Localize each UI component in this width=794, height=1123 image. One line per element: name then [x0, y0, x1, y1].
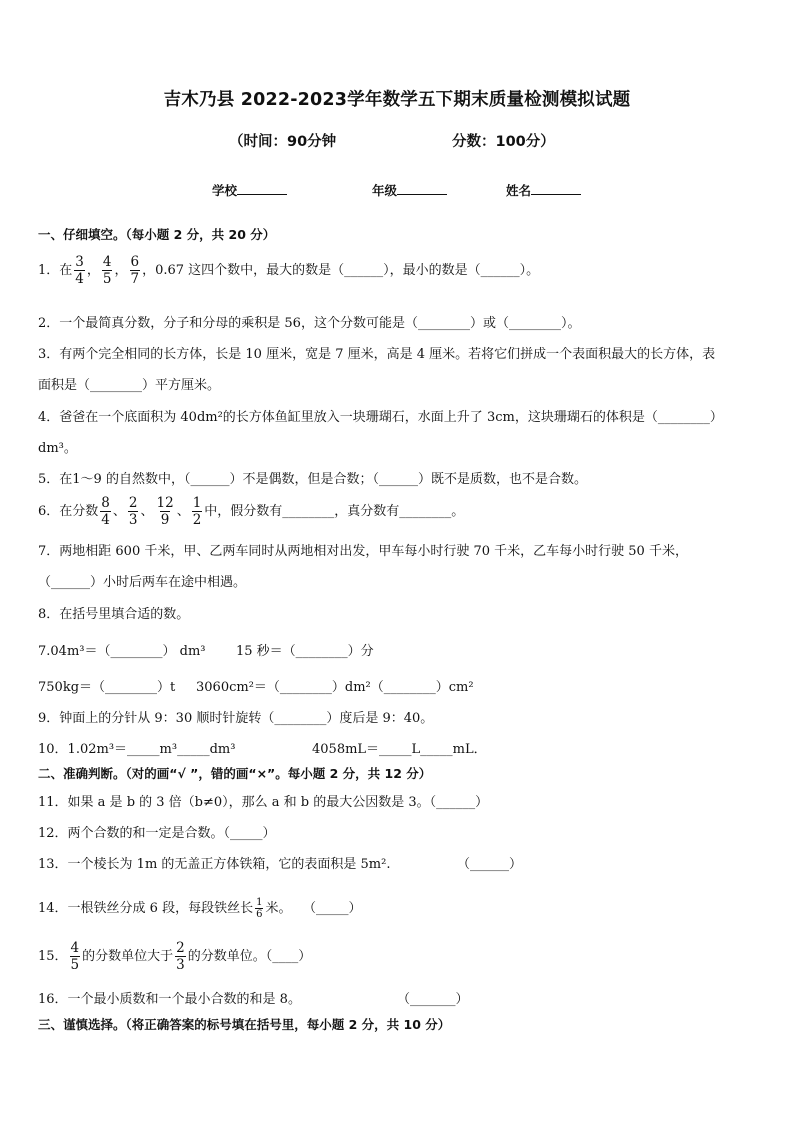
grade-label: 年级	[372, 183, 398, 198]
fraction-2-3-q15: $\frac{2}{3}$	[176, 940, 185, 973]
question-10-item-a: 10．1.02m³＝_____m³_____dm³	[38, 742, 236, 757]
school-blank	[237, 182, 287, 195]
question-1: 1．在 $\frac{3}{4}$ ， $\frac{4}{5}$ ， $\frac{6}{7}$ ，0.67 这四个数中，最大的数是（______），最小的数是（______）。	[38, 254, 540, 287]
question-6: 6．在分数 $\frac{8}{4}$ 、 $\frac{2}{3}$ 、 $\frac{12}{9}$ 、 $\frac{1}{2}$ 中，假分数有________，真分数有________。	[38, 495, 465, 528]
question-16: 16．一个最小质数和一个最小合数的和是 8。	[38, 992, 301, 1007]
question-3-line-2: 面积是（________）平方厘米。	[38, 378, 221, 393]
school-field	[212, 181, 287, 199]
question-5: 5．在1～9 的自然数中，（______）不是偶数，但是合数；（______）既不是质数，也不是合数。	[38, 472, 587, 487]
q1-suffix: ，0.67 这四个数中，最大的数是（______），最小的数是（______）。	[142, 263, 540, 278]
name-field	[506, 181, 581, 199]
question-8-item-d: 3060cm²＝（________）dm²（________）cm²	[196, 680, 474, 695]
name-blank	[531, 182, 581, 195]
question-8-item-a: 7.04m³＝（________） dm³	[38, 644, 206, 659]
fraction-6-7: $\frac{6}{7}$	[130, 254, 140, 287]
question-8-item-b: 15 秒＝（________）分	[236, 644, 374, 659]
section-2-heading: 二、准确判断。（对的画“√ ”，错的画“×”。每小题 2 分，共 12 分）	[38, 766, 432, 781]
grade-blank	[397, 182, 447, 195]
fraction-1-6: $\frac{1}{6}$	[256, 897, 263, 920]
question-14-blank: （_____）	[309, 901, 362, 916]
q1-prefix: 1．在	[38, 263, 73, 278]
question-13: 13．一个棱长为 1m 的无盖正方体铁箱，它的表面积是 5m².	[38, 857, 391, 872]
question-11: 11．如果 a 是 b 的 3 倍（b≠0），那么 a 和 b 的最大公因数是 3。（______）	[38, 795, 489, 810]
name-label: 姓名	[506, 183, 532, 198]
question-13-blank: （______）	[457, 857, 523, 872]
score-label: 分数：100分）	[452, 134, 555, 150]
question-9: 9．钟面上的分针从 9：30 顺时针旋转（________）度后是 9：40。	[38, 711, 434, 726]
question-16-blank: （_______）	[397, 992, 469, 1007]
section-3-heading: 三、谨慎选择。（将正确答案的标号填在括号里，每小题 2 分，共 10 分）	[38, 1017, 451, 1032]
grade-field	[372, 181, 447, 199]
question-4-line-2: dm³。	[38, 441, 77, 456]
question-4-line-1: 4．爸爸在一个底面积为 40dm²的长方体鱼缸里放入一块珊瑚石，水面上升了 3cm，这块珊瑚石的体积是（________）	[38, 410, 723, 425]
question-10-item-b: 4058mL＝_____L_____mL．	[312, 742, 487, 757]
fraction-4-5: $\frac{4}{5}$	[102, 254, 112, 287]
question-2: 2．一个最简真分数，分子和分母的乘积是 56，这个分数可能是（________）或（________）。	[38, 316, 581, 331]
page-title: 吉木乃县 2022-2023学年数学五下期末质量检测模拟试题	[163, 90, 631, 110]
section-1-heading: 一、仔细填空。（每小题 2 分，共 20 分）	[38, 227, 276, 242]
question-3-line-1: 3．有两个完全相同的长方体，长是 10 厘米，宽是 7 厘米，高是 4 厘米。若将它们拼成一个表面积最大的长方体，表	[38, 347, 716, 362]
question-12: 12．两个合数的和一定是合数。（_____）	[38, 826, 276, 841]
school-label: 学校	[212, 183, 238, 198]
question-8: 8．在括号里填合适的数。	[38, 607, 190, 622]
fraction-8-4: $\frac{8}{4}$	[101, 495, 110, 528]
fraction-12-9: $\frac{12}{9}$	[156, 495, 174, 528]
fraction-2-3: $\frac{2}{3}$	[128, 495, 138, 528]
question-15: 15． $\frac{4}{5}$ 的分数单位大于 $\frac{2}{3}$ 的分数单位。（____）	[38, 940, 312, 973]
fraction-1-2: $\frac{1}{2}$	[192, 495, 202, 528]
time-label: （时间：90分钟	[229, 134, 337, 150]
fraction-4-5-q15: $\frac{4}{5}$	[70, 940, 80, 973]
question-7-line-2: （______）小时后两车在途中相遇。	[38, 575, 247, 590]
fraction-3-4: $\frac{3}{4}$	[75, 254, 84, 287]
question-7-line-1: 7．两地相距 600 千米，甲、乙两车同时从两地相对出发，甲车每小时行驶 70 千米，乙车每小时行驶 50 千米，	[38, 544, 688, 559]
question-14: 14．一根铁丝分成 6 段，每段铁丝长 $\frac{1}{6}$ 米。 （_____）	[38, 897, 362, 920]
question-8-item-c: 750kg＝（________）t	[38, 680, 176, 695]
